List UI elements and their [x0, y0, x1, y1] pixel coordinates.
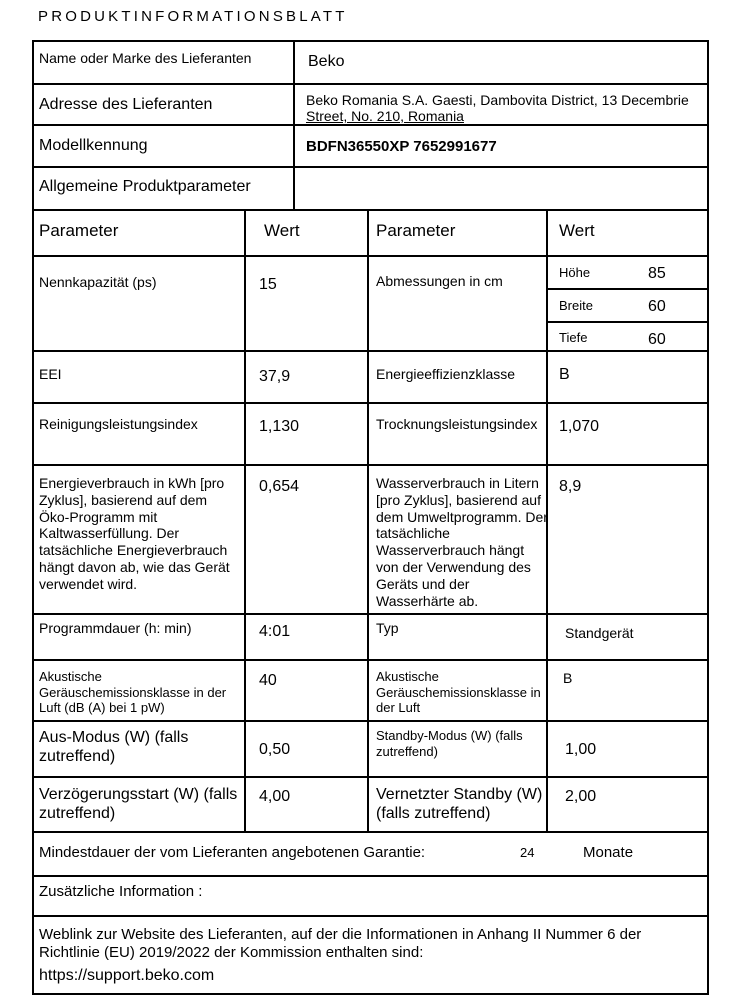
networked-standby-value: 2,00: [565, 788, 597, 805]
header-parameter-2: Parameter: [376, 221, 456, 240]
drying-index-value: 1,070: [559, 418, 600, 435]
standby-mode-value: 1,00: [565, 741, 597, 758]
program-duration-value: 4:01: [259, 623, 291, 640]
model-label: Modellkennung: [39, 137, 148, 154]
width-value: 60: [648, 298, 666, 315]
header-parameter-1: Parameter: [39, 221, 119, 240]
supplier-name-label: Name oder Marke des Lieferanten: [39, 50, 252, 66]
water-consumption-value: 8,9: [559, 478, 582, 495]
energy-consumption-label: Energieverbrauch in kWh [pro Zyklus], basierend auf dem Öko-Programm mit Kaltwasserfüllung. Der tatsächliche Energieverbrauch hängt davon ab, wie das Gerät verwendet wird.: [39, 475, 230, 592]
noise-emission-label: Akustische Geräuschemissionsklasse in der Luft (dB (A) bei 1 pW): [39, 669, 227, 716]
warranty-value: 24: [520, 845, 535, 860]
water-consumption-label: Wasserverbrauch in Litern [pro Zyklus], basierend auf dem Umweltprogramm. Der tatsächliche Wasserverbrauch hängt von der Verwendung des Geräts und der Wasserhärte ab.: [376, 475, 548, 609]
dimensions-label: Abmessungen in cm: [376, 273, 503, 289]
type-value: Standgerät: [565, 625, 634, 641]
energy-consumption-value: 0,654: [259, 478, 300, 495]
model-value: BDFN36550XP 7652991677: [306, 138, 497, 155]
height-label: Höhe: [559, 265, 591, 280]
header-value-1: Wert: [264, 221, 300, 240]
supplier-name-value: Beko: [308, 53, 345, 70]
off-mode-value: 0,50: [259, 741, 291, 758]
program-duration-label: Programmdauer (h: min): [39, 620, 192, 636]
height-value: 85: [648, 265, 666, 282]
standby-mode-label: Standby-Modus (W) (falls zutreffend): [376, 728, 523, 759]
capacity-value: 15: [259, 276, 277, 293]
cleaning-index-value: 1,130: [259, 418, 300, 435]
drying-index-label: Trocknungsleistungsindex: [376, 416, 538, 432]
capacity-label: Nennkapazität (ps): [39, 274, 157, 290]
energy-class-label: Energieeffizienzklasse: [376, 366, 516, 382]
depth-label: Tiefe: [559, 330, 588, 345]
cleaning-index-label: Reinigungsleistungsindex: [39, 416, 198, 432]
noise-emission-value: 40: [259, 672, 277, 689]
page-title: PRODUKTINFORMATIONSBLATT: [38, 8, 348, 25]
energy-class-value: B: [559, 366, 570, 383]
noise-class-label: Akustische Geräuschemissionsklasse in der Luft: [376, 669, 541, 716]
delay-start-label: Verzögerungsstart (W) (falls zutreffend): [39, 786, 238, 823]
warranty-unit: Monate: [583, 844, 634, 861]
off-mode-label: Aus-Modus (W) (falls zutreffend): [39, 729, 189, 766]
supplier-address-label: Adresse des Lieferanten: [39, 96, 213, 113]
width-label: Breite: [559, 298, 593, 313]
weblink-url[interactable]: https://support.beko.com: [39, 967, 215, 984]
header-value-2: Wert: [559, 221, 595, 240]
weblink-text: Weblink zur Website des Lieferanten, auf der die Informationen in Anhang II Nummer 6 der Richtlinie (EU) 2019/2022 der Kommission enthalten sind:: [39, 926, 642, 961]
networked-standby-label: Vernetzter Standby (W) (falls zutreffend): [376, 786, 543, 823]
depth-value: 60: [648, 331, 666, 348]
supplier-address-line1: Beko Romania S.A. Gaesti, Dambovita District, 13 Decembrie: [306, 92, 689, 108]
eei-label: EEI: [39, 366, 62, 382]
noise-class-value: B: [563, 670, 573, 686]
supplier-address-line2: Street, No. 210, Romania: [306, 108, 464, 124]
warranty-label: Mindestdauer der vom Lieferanten angebotenen Garantie:: [39, 844, 426, 861]
additional-info-label: Zusätzliche Information :: [39, 883, 203, 900]
general-parameters-label: Allgemeine Produktparameter: [39, 178, 251, 195]
delay-start-value: 4,00: [259, 788, 291, 805]
eei-value: 37,9: [259, 368, 291, 385]
type-label: Typ: [376, 620, 399, 636]
